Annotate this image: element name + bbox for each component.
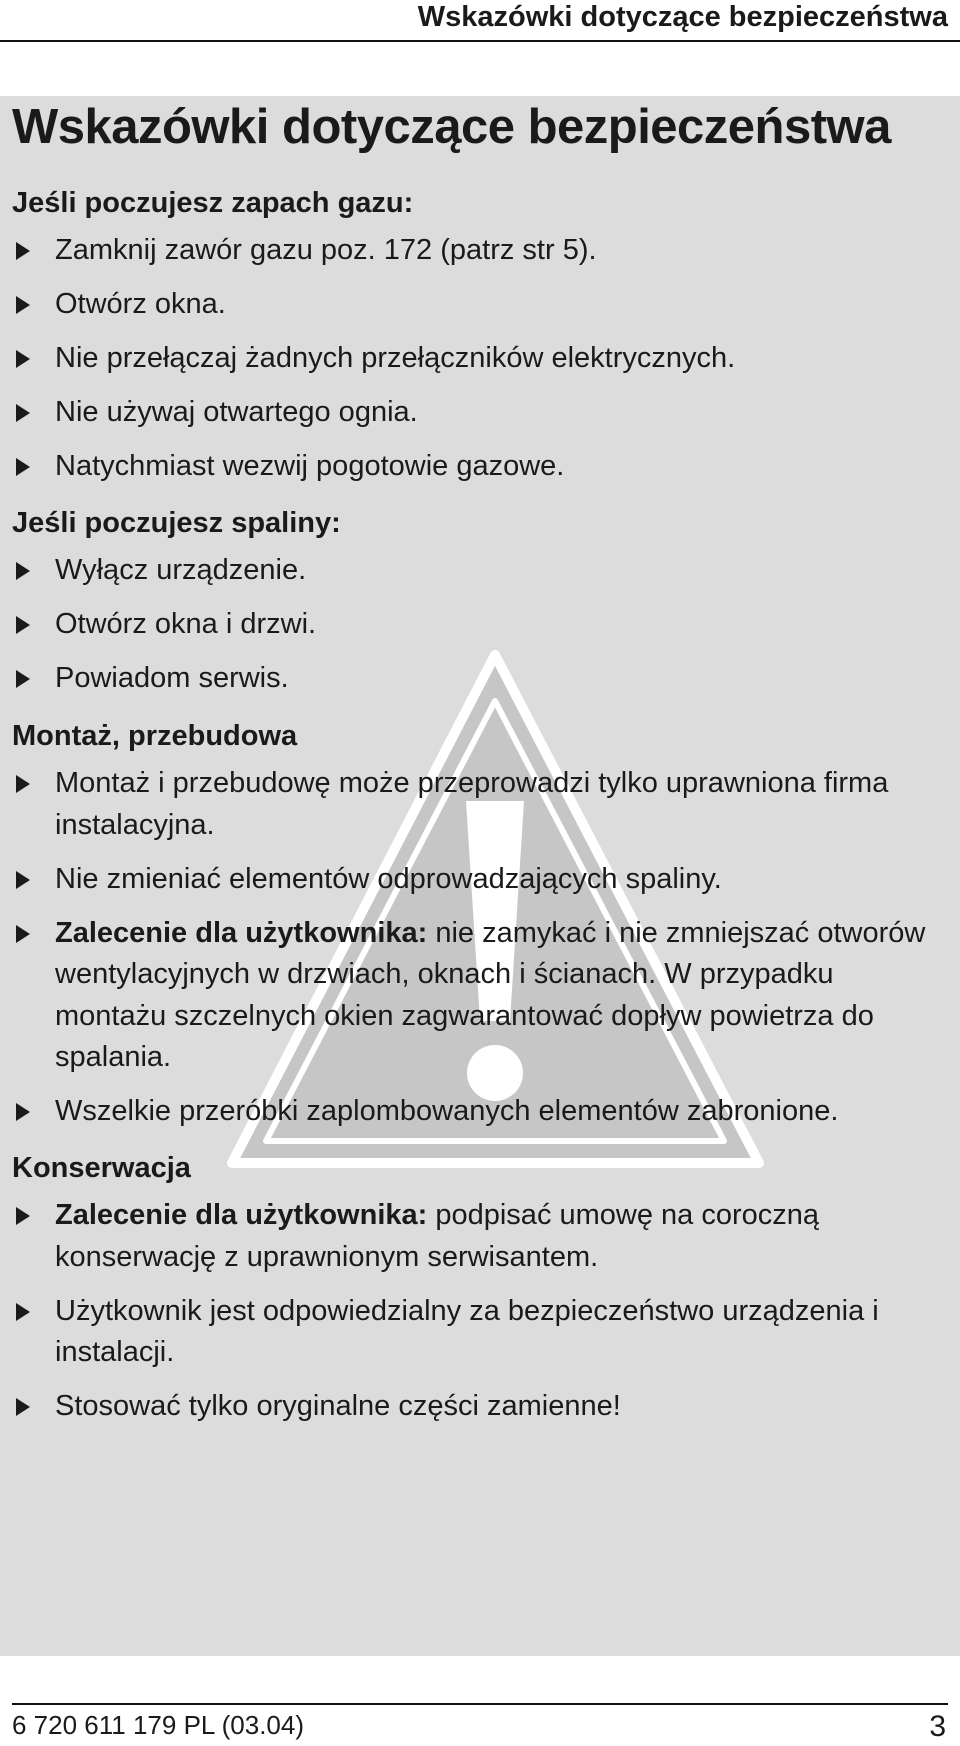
section-heading: Konserwacja <box>12 1152 191 1184</box>
item-text: podpisać umowę na coroczną konserwację z uprawnionym serwisantem. <box>55 1199 820 1273</box>
triangle-right-icon <box>16 458 30 476</box>
triangle-right-icon <box>16 925 30 943</box>
item-text: Stosować tylko oryginalne części zamienne! <box>55 1390 621 1422</box>
list-item <box>0 392 960 434</box>
footer-rule <box>12 1703 948 1705</box>
item-text: Wyłącz urządzenie. <box>55 554 307 586</box>
list-item <box>0 550 960 592</box>
list-item <box>0 338 960 380</box>
section-maintenance <box>0 1141 960 1440</box>
item-text: Nie używaj otwartego ognia. <box>55 396 418 428</box>
list <box>0 230 960 488</box>
item-emphasis: Zalecenie dla użytkownika: <box>55 1199 428 1231</box>
list-item <box>0 1386 960 1428</box>
list-item <box>0 658 960 700</box>
list-item <box>0 1291 960 1374</box>
triangle-right-icon <box>16 871 30 889</box>
list <box>0 550 960 700</box>
triangle-right-icon <box>16 1103 30 1121</box>
item-text: Powiadom serwis. <box>55 662 289 694</box>
list-item <box>0 913 960 1079</box>
item-text: Natychmiast wezwij pogotowie gazowe. <box>55 450 565 482</box>
list-item <box>0 446 960 488</box>
item-text: Nie przełączaj żadnych przełączników elektrycznych. <box>55 342 736 374</box>
triangle-right-icon <box>16 562 30 580</box>
list-item <box>0 604 960 646</box>
triangle-right-icon <box>16 242 30 260</box>
list-item <box>0 284 960 326</box>
section-heading: Montaż, przebudowa <box>12 720 298 752</box>
item-text: Nie zmieniać elementów odprowadzających spaliny. <box>55 862 722 895</box>
item-text: Otwórz okna i drzwi. <box>55 608 317 640</box>
page-title: Wskazówki dotyczące bezpieczeństwa <box>12 100 891 154</box>
section-gas-smell <box>0 176 960 500</box>
triangle-right-icon <box>16 775 30 793</box>
list <box>0 1195 960 1428</box>
safety-panel <box>0 96 960 1656</box>
triangle-right-icon <box>16 296 30 314</box>
triangle-right-icon <box>16 404 30 422</box>
section-heading: Jeśli poczujesz zapach gazu: <box>12 187 414 219</box>
item-text: Otwórz okna. <box>55 288 226 320</box>
triangle-right-icon <box>16 1398 30 1416</box>
list-item <box>0 230 960 272</box>
list-item <box>0 859 960 901</box>
list-item <box>0 1195 960 1278</box>
doc-number: 6 720 611 179 PL (03.04) <box>12 1710 305 1740</box>
list-item <box>0 763 960 846</box>
section-heading: Jeśli poczujesz spaliny: <box>12 507 341 539</box>
item-text: Montaż i przebudowę może przeprowadzi tylko uprawniona firma instalacyjna. <box>55 767 889 841</box>
triangle-right-icon <box>16 350 30 368</box>
section-installation <box>0 709 960 1145</box>
section-exhaust-smell <box>0 496 960 712</box>
triangle-right-icon <box>16 616 30 634</box>
triangle-right-icon <box>16 1207 30 1225</box>
item-text: Zamknij zawór gazu poz. 172 (patrz str 5). <box>55 234 597 266</box>
item-text: Wszelkie przeróbki zaplombowanych elementów zabronione. <box>55 1095 839 1127</box>
triangle-right-icon <box>16 1303 30 1321</box>
item-text: Użytkownik jest odpowiedzialny za bezpieczeństwo urządzenia i instalacji. <box>55 1294 879 1368</box>
item-emphasis: Zalecenie dla użytkownika: <box>55 916 428 949</box>
list-item <box>0 1091 960 1133</box>
header-rule <box>0 40 960 42</box>
item-text: nie zamykać i nie zmniejszać otworów wentylacyjnych w drzwiach, oknach i ścianach. W przypadku montażu szczelnych okien zagwarantować dopływ powietrza do spalania. <box>55 916 926 1073</box>
list <box>0 763 960 1133</box>
triangle-right-icon <box>16 670 30 688</box>
running-header: Wskazówki dotyczące bezpieczeństwa <box>417 1 948 33</box>
page-number: 3 <box>929 1710 946 1743</box>
